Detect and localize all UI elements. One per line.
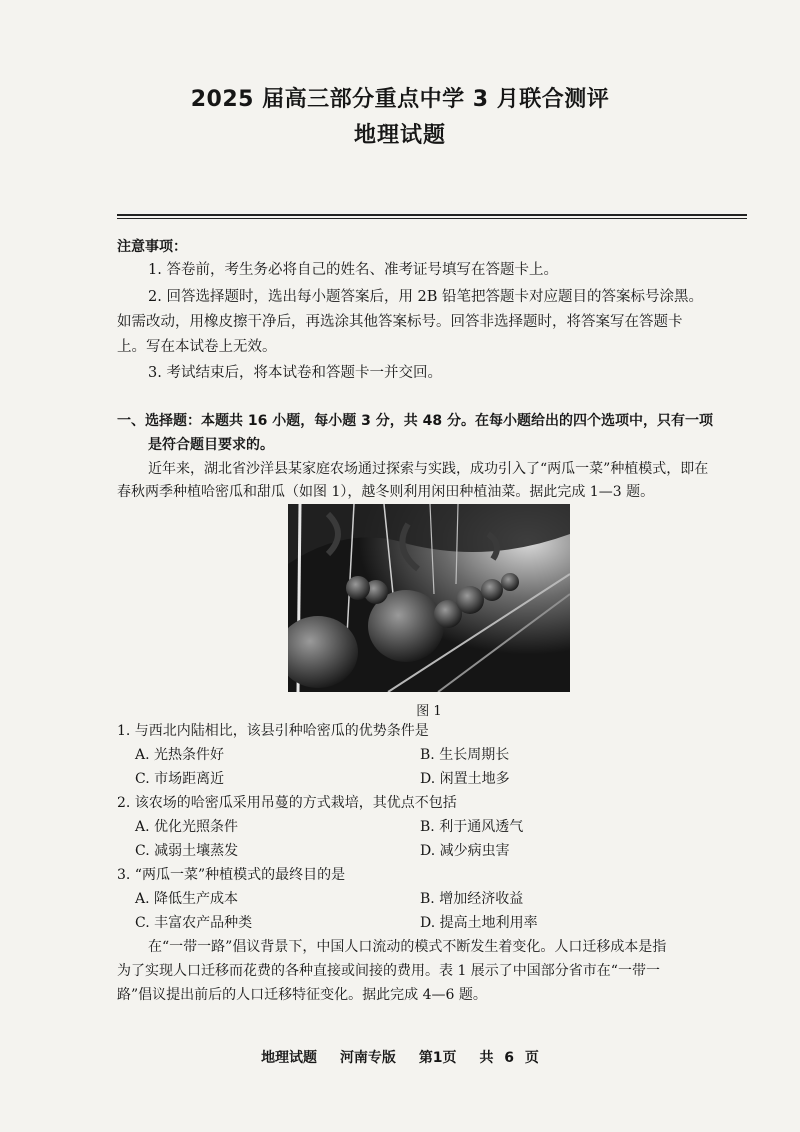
melon-photo <box>288 504 570 692</box>
footer-total-pages: 共 6 页 <box>479 1050 539 1066</box>
footer-page-number: 第1页 <box>418 1050 457 1066</box>
question-option: C. 丰富农产品种类 <box>135 915 253 931</box>
question-stem: 2. 该农场的哈密瓜采用吊蔓的方式栽培，其优点不包括 <box>117 795 457 811</box>
footer-subject: 地理试题 <box>261 1050 318 1066</box>
question-option: B. 增加经济收益 <box>420 891 524 907</box>
notice-line: 1. 答卷前，考生务必将自己的姓名、准考证号填写在答题卡上。 <box>148 262 558 278</box>
notice-line: 如需改动，用橡皮擦干净后，再选涂其他答案标号。回答非选择题时，将答案写在答题卡 <box>117 314 683 330</box>
question-stem: 3. “两瓜一菜”种植模式的最终目的是 <box>117 867 346 883</box>
question-option: B. 生长周期长 <box>420 747 510 763</box>
figure-caption: 图 1 <box>416 704 442 719</box>
question-stem: 1. 与西北内陆相比，该县引种哈密瓜的优势条件是 <box>117 723 429 739</box>
exam-title: 2025 届高三部分重点中学 3 月联合测评 <box>190 87 610 112</box>
passage-text: 在“一带一路”倡议背景下，中国人口流动的模式不断发生着变化。人口迁移成本是指 <box>148 939 667 955</box>
question-option: D. 闲置土地多 <box>420 771 510 787</box>
question-option: D. 提高土地利用率 <box>420 915 538 931</box>
question-option: C. 减弱土壤蒸发 <box>135 843 239 859</box>
question-option: A. 优化光照条件 <box>135 819 239 835</box>
question-option: D. 减少病虫害 <box>420 843 510 859</box>
notice-line: 上。写在本试卷上无效。 <box>117 339 277 355</box>
exam-subject-title: 地理试题 <box>353 123 446 148</box>
notice-line: 3. 考试结束后，将本试卷和答题卡一并交回。 <box>148 365 442 381</box>
intro-text: 近年来，湖北省沙洋县某家庭农场通过探索与实践，成功引入了“两瓜一菜”种植模式，即在 <box>148 461 709 477</box>
footer-edition: 河南专版 <box>339 1050 396 1066</box>
notice-heading: 注意事项： <box>117 239 187 255</box>
header-divider <box>117 214 747 216</box>
section-heading-cont: 是符合题目要求的。 <box>148 437 274 453</box>
melon-photo-drawing <box>288 504 570 692</box>
notice-line: 2. 回答选择题时，选出每小题答案后，用 2B 铅笔把答题卡对应题目的答案标号涂黑。 <box>148 289 704 305</box>
passage-text: 为了实现人口迁移而花费的各种直接或间接的费用。表 1 展示了中国部分省市在“一带一 <box>117 963 660 979</box>
question-option: A. 光热条件好 <box>135 747 225 763</box>
intro-text: 春秋两季种植哈密瓜和甜瓜（如图 1），越冬则利用闲田种植油菜。据此完成 1—3 题。 <box>117 484 655 500</box>
page-footer <box>0 1047 800 1067</box>
section-heading: 一、选择题：本题共 16 小题，每小题 3 分，共 48 分。在每小题给出的四个选项中，只有一项 <box>117 413 713 429</box>
passage-text: 路”倡议提出前后的人口迁移特征变化。据此完成 4—6 题。 <box>117 987 487 1003</box>
question-option: C. 市场距离近 <box>135 771 225 787</box>
header-divider-thin <box>117 218 747 219</box>
question-option: B. 利于通风透气 <box>420 819 524 835</box>
question-option: A. 降低生产成本 <box>135 891 239 907</box>
